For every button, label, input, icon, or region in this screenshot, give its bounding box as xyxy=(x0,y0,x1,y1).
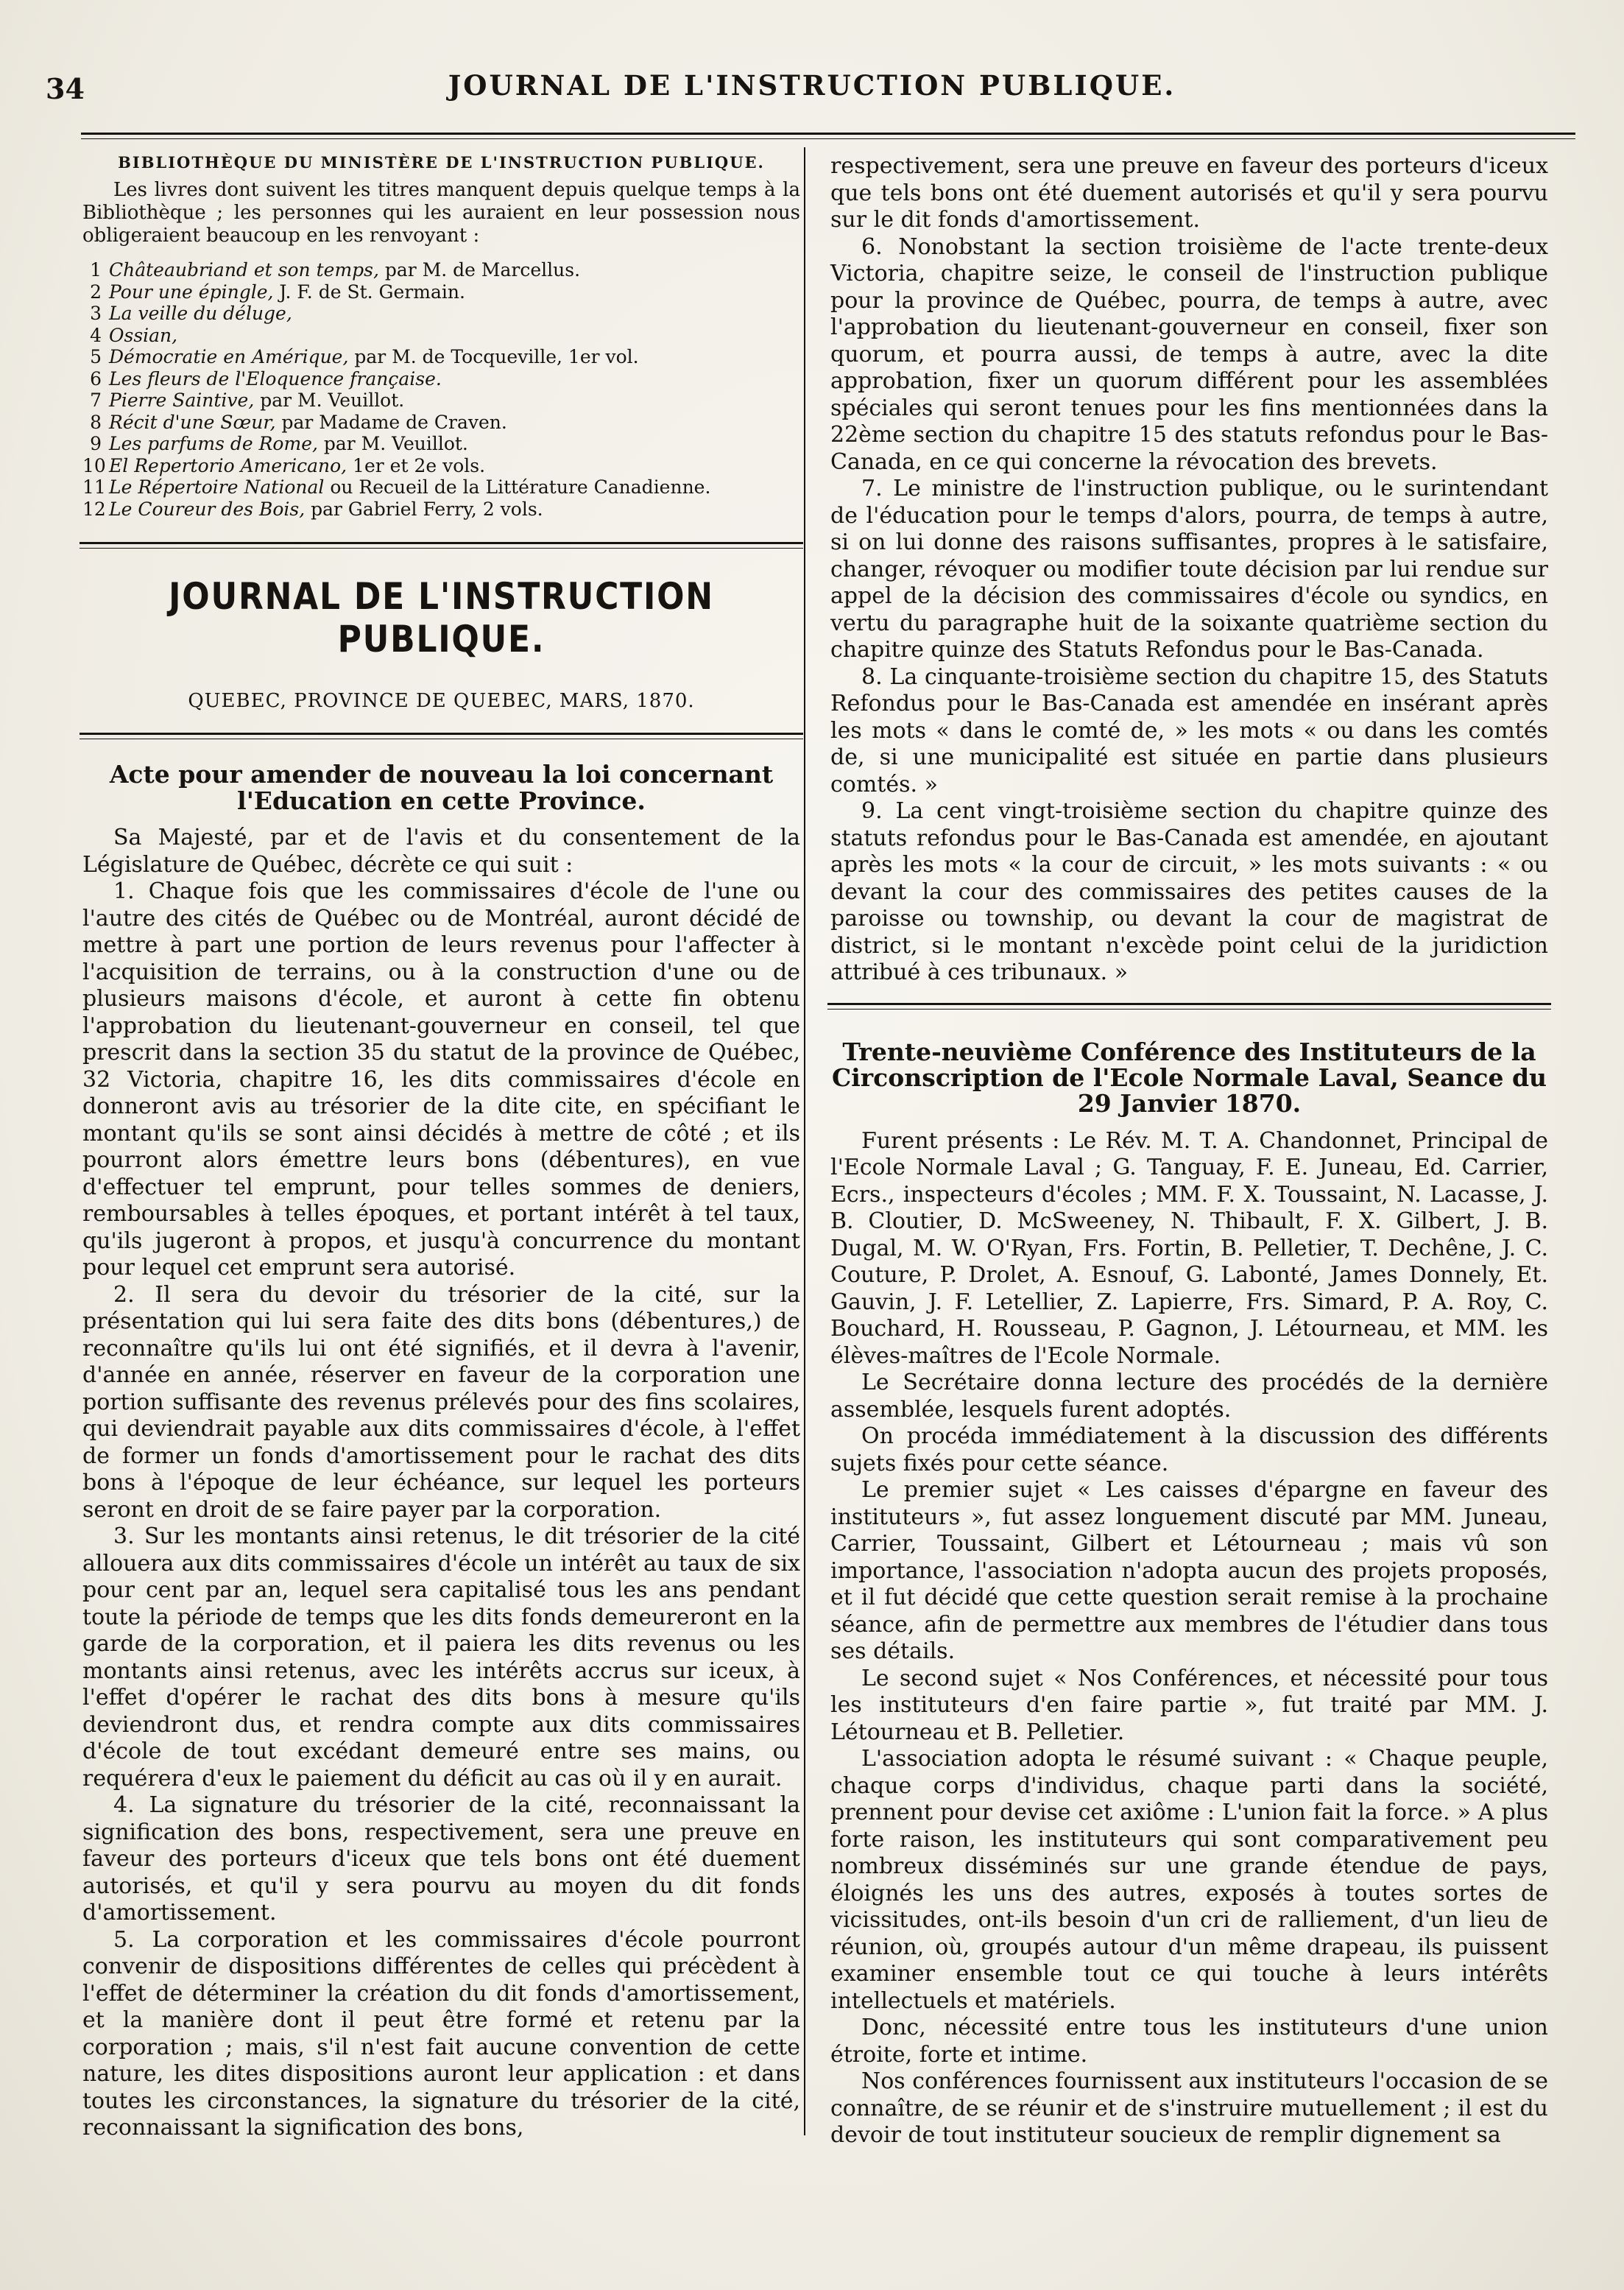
book-list xyxy=(82,259,800,520)
book-item: 3 La veille du déluge, xyxy=(90,303,292,324)
act-paragraph: 8. La cinquante-troisième section du chapitre 15, des Statuts Refondus pour le Bas-Canada est amendée en insérant après les mots « dans le comté de, » les mots « ou dans les comtés de, si une municipalité est située en partie dans plusieurs comtés. » xyxy=(830,663,1548,797)
act-paragraph: 1. Chaque fois que les commissaires d'école de l'une ou l'autre des cités de Québec ou de Montréal, auront décidé de mettre à part une portion de leurs revenus pour l'affecter à l'acquisition de terrains, ou à la construction d'une ou de plusieurs maisons d'école, et auront à cette fin obtenu l'approbation du lieutenant-gouverneur en conseil, tel que prescrit dans la section 35 du statut de la province de Québec, 32 Victoria, chapitre 16, les dits commissaires d'école en donneront avis au trésorier de la dite cite, en spécifiant le montant qu'ils se sont ainsi décidés à mettre de côté ; et ils pourront alors émettre leurs bons (débentures), en vue d'effectuer tel emprunt, pour telles sommes de deniers, remboursables à telles époques, et portant intérêt à tel taux, qu'ils jugeront à propos, et jusqu'à concurrence du montant pour lequel cet emprunt sera autorisé. xyxy=(82,878,800,1280)
conference-paragraph: Le Secrétaire donna lecture des procédés de la dernière assemblée, lesquels furent adoptés. xyxy=(830,1370,1548,1423)
page-number: 34 xyxy=(46,72,85,105)
right-column xyxy=(830,153,1548,2149)
act-title: Acte pour amender de nouveau la loi concernant l'Education en cette Province. xyxy=(109,760,774,815)
conference-paragraph: Le premier sujet « Les caisses d'épargne en faveur des instituteurs », fut assez longuement discuté par MM. Juneau, Carrier, Toussaint, Gilbert et Létourneau ; mais vû son importance, l'association n'adopta aucun des projets proposés, et il fut décidé que cette question serait remise à la prochaine séance, afin de permettre aux membres de l'étudier dans tous ses détails. xyxy=(830,1477,1548,1664)
column-divider xyxy=(804,147,805,2135)
header-rule xyxy=(81,133,1575,135)
act-paragraph: Sa Majesté, par et de l'avis et du consentement de la Législature de Québec, décrète ce qui suit : xyxy=(82,825,800,878)
conference-paragraph: On procéda immédiatement à la discussion des différents sujets fixés pour cette séance. xyxy=(830,1423,1548,1476)
library-title: BIBLIOTHÈQUE DU MINISTÈRE DE L'INSTRUCTION PUBLIQUE. xyxy=(118,153,765,172)
section-rule xyxy=(80,542,803,549)
book-item: 1 Châteaubriand et son temps, par M. de Marcellus. xyxy=(90,259,581,281)
book-item: 11 Le Répertoire National ou Recueil de la Littérature Canadienne. xyxy=(82,476,711,498)
library-intro: Les livres dont suivent les titres manquent depuis quelque temps à la Bibliothèque ; les personnes qui les auraient en leur possession nous obligeraient beaucoup en les renvoyant : xyxy=(82,179,800,247)
act-paragraph: 7. Le ministre de l'instruction publique, ou le surintendant de l'éducation pour le temps d'alors, pourra, de temps à autre, si on lui donne des raisons suffisantes, propres à le satisfaire, changer, révoquer ou modifier toute décision par lui rendue sur appel de la décision des commissaires d'école ou syndics, en vertu du paragraphe huit de la soixante quatrième section du chapitre quinze des Statuts Refondus pour le Bas-Canada. xyxy=(830,476,1548,663)
section-rule xyxy=(827,1003,1551,1010)
book-item: 4 Ossian, xyxy=(90,324,178,346)
left-column xyxy=(82,153,800,2142)
act-paragraph: respectivement, sera une preuve en faveur des porteurs d'iceux que tels bons ont été duement autorisés et qu'il y sera pourvu sur le dit fonds d'amortissement. xyxy=(830,153,1548,233)
book-item: 7 Pierre Saintive, par M. Veuillot. xyxy=(90,390,405,411)
journal-title: JOURNAL DE L'INSTRUCTION PUBLIQUE. xyxy=(169,575,714,660)
section-rule xyxy=(80,733,803,739)
book-item: 2 Pour une épingle, J. F. de St. Germain. xyxy=(90,281,465,303)
act-paragraph: 6. Nonobstant la section troisième de l'acte trente-deux Victoria, chapitre seize, le conseil de l'instruction publique pour la province de Québec, pourra, de temps à autre, avec l'approbation du lieutenant-gouverneur en conseil, fixer son quorum, et pourra aussi, de temps à autre, avec la dite approbation, fixer un quorum différent pour les assemblées spéciales qui seront tenues pour les fins mentionnées dans la 22ème section du chapitre 15 des statuts refondus pour le Bas-Canada, en ce qui concerne la révocation des brevets. xyxy=(830,233,1548,475)
conference-paragraph: L'association adopta le résumé suivant : « Chaque peuple, chaque corps d'individus, chaque parti dans la société, prennent pour devise cet axiôme : L'union fait la force. » A plus forte raison, les instituteurs qui sont comparativement peu nombreux disséminés sur une grande étendue de pays, éloignés les uns des autres, exposés à toutes sortes de vicissitudes, ont-ils besoin d'un cri de ralliement, d'un lieu de réunion, où, groupés autour d'un même drapeau, ils puissent examiner ensemble tout ce qui touche à leurs intérêts intellectuels et matériels. xyxy=(830,1746,1548,2014)
book-item: 12 Le Coureur des Bois, par Gabriel Ferry, 2 vols. xyxy=(82,498,543,520)
book-item: 9 Les parfums de Rome, par M. Veuillot. xyxy=(90,433,468,454)
conference-title: Trente-neuvième Conférence des Instituteurs de la Circonscription de l'Ecole Normale Laval, Seance du 29 Janvier 1870. xyxy=(831,1037,1547,1118)
header-rule-thin xyxy=(81,138,1575,139)
dateline: QUEBEC, PROVINCE DE QUEBEC, MARS, 1870. xyxy=(188,690,695,712)
book-item: 6 Les fleurs de l'Eloquence française. xyxy=(90,367,442,390)
running-head: JOURNAL DE L'INSTRUCTION PUBLIQUE. xyxy=(448,69,1176,102)
act-paragraph: 3. Sur les montants ainsi retenus, le dit trésorier de la cité allouera aux dits commissaires d'école un intérêt au taux de six pour cent par an, lequel sera capitalisé tous les ans pendant toute la période de temps que les dits fonds demeureront en la garde de la corporation, et il paiera les dits revenus ou les montants ainsi retenus, avec les intérêts accrus sur iceux, à l'effet d'opérer le rachat des dits bons à mesure qu'ils deviendront dus, et rendra compte aux dits commissaires d'école de tout excédant demeuré entre ses mains, ou requérera d'eux le paiement du déficit au cas où il y en aurait. xyxy=(82,1523,800,1792)
act-paragraph: 9. La cent vingt-troisième section du chapitre quinze des statuts refondus pour le Bas-Canada est amendée, en ajoutant après les mots « la cour de circuit, » les mots suivants : « ou devant la cour des commissaires des petites causes de la paroisse ou township, ou devant la cour de magistrat de district, si le montant n'excède point celui de la juridiction attribué à ces tribunaux. » xyxy=(830,798,1548,985)
conference-paragraph: Furent présents : Le Rév. M. T. A. Chandonnet, Principal de l'Ecole Normale Laval ; G. Tanguay, F. E. Juneau, Ed. Carrier, Ecrs., inspecteurs d'écoles ; MM. F. X. Toussaint, N. Lacasse, J. B. Cloutier, D. McSweeney, N. Thibault, F. X. Gilbert, J. B. Dugal, M. W. O'Ryan, Frs. Fortin, B. Pelletier, T. Dechêne, J. C. Couture, P. Drolet, A. Esnouf, G. Labonté, James Donnely, Et. Gauvin, J. F. Letellier, Z. Lapierre, Frs. Simard, P. A. Roy, C. Bouchard, H. Rousseau, P. Gagnon, J. Létourneau, et MM. les élèves-maîtres de l'Ecole Normale. xyxy=(830,1127,1548,1369)
book-item: 10 El Repertorio Americano, 1er et 2e vols. xyxy=(82,454,486,476)
act-paragraph: 2. Il sera du devoir du trésorier de la cité, sur la présentation qui lui sera faite des dits bons (débentures,) de reconnaître qu'ils lui ont été signifiés, et il devra à l'avenir, d'année en année, réserver en faveur de la corporation une portion suffisante des revenus prélevés pour des fins scolaires, qui deviendrait payable aux dits commissaires d'école, à l'effet de former un fonds d'amortissement pour le rachat des dits bons à l'époque de leur échéance, sur lequel les porteurs seront en droit de se faire payer par la corporation. xyxy=(82,1281,800,1523)
book-item: 5 Démocratie en Amérique, par M. de Tocqueville, 1er vol. xyxy=(90,346,639,367)
act-paragraph: 5. La corporation et les commissaires d'école pourront convenir de dispositions différentes de celles qui précèdent à l'effet de déterminer la création du dit fonds d'amortissement, et la manière dont il peut être formé et retenu par la corporation ; mais, s'il n'est fait aucune convention de cette nature, les dites dispositions auront leur application : et dans toutes les circonstances, la signature du trésorier de la cité, reconnaissant la signification des bons, xyxy=(82,1926,800,2141)
book-item: 8 Récit d'une Sœur, par Madame de Craven. xyxy=(90,411,507,433)
act-paragraph: 4. La signature du trésorier de la cité, reconnaissant la signification des bons, respectivement, sera une preuve en faveur des porteurs d'iceux que tels bons ont été duement autorisés, et qu'il y sera pourvu au moyen du dit fonds d'amortissement. xyxy=(82,1792,800,1926)
conference-paragraph: Donc, nécessité entre tous les instituteurs d'une union étroite, forte et intime. xyxy=(830,2015,1548,2068)
conference-paragraph: Nos conférences fournissent aux instituteurs l'occasion de se connaître, de se réunir et de s'instruire mutuellement ; il est du devoir de tout instituteur soucieux de remplir dignement sa xyxy=(830,2068,1548,2148)
conference-paragraph: Le second sujet « Nos Conférences, et nécessité pour tous les instituteurs d'en faire partie », fut traité par MM. J. Létourneau et B. Pelletier. xyxy=(830,1665,1548,1745)
